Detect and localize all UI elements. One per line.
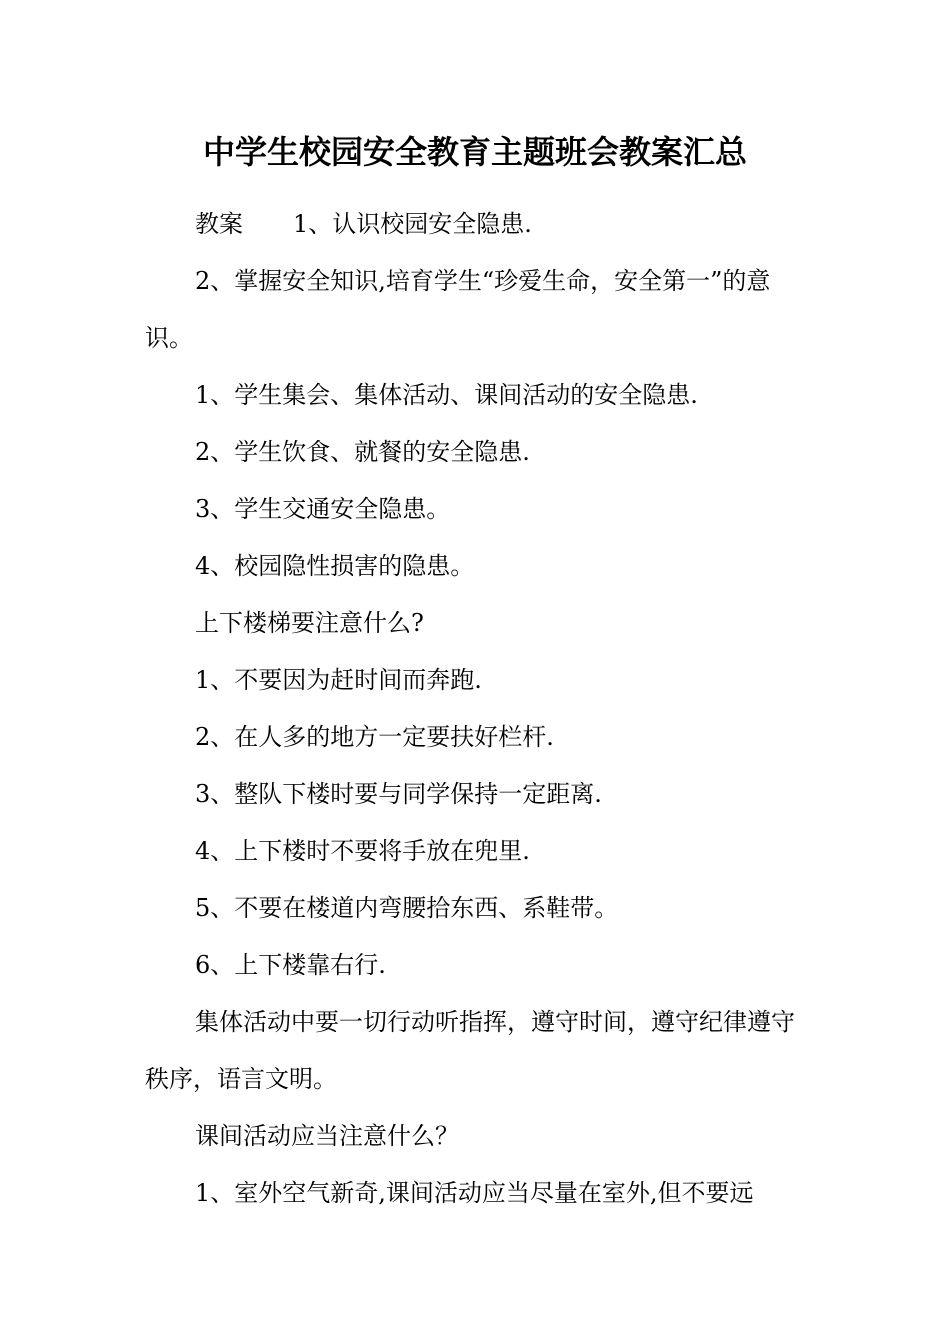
paragraph: 4、上下楼时不要将手放在兜里.: [195, 837, 530, 865]
paragraph: 2、在人多的地方一定要扶好栏杆.: [195, 723, 554, 751]
paragraph: 上下楼梯要注意什么?: [195, 609, 424, 637]
paragraph: 1、室外空气新奇,课间活动应当尽量在室外,但不要远: [195, 1179, 754, 1207]
lesson-plan-first-goal: 1、认识校园安全隐患.: [293, 210, 532, 238]
paragraph: 3、整队下楼时要与同学保持一定距离.: [195, 780, 602, 808]
lesson-plan-label: 教案: [195, 210, 243, 238]
document-body: [145, 196, 810, 1222]
paragraph: 6、上下楼靠右行.: [195, 951, 386, 979]
document-title: 中学生校园安全教育主题班会教案汇总: [202, 133, 747, 171]
paragraph: 集体活动中要一切行动听指挥，遵守时间，遵守纪律遵守秩序，语言文明。: [145, 1008, 795, 1093]
paragraph: 2、学生饮食、就餐的安全隐患.: [195, 438, 530, 466]
paragraph: 4、校园隐性损害的隐患。: [195, 552, 475, 580]
paragraph: 5、不要在楼道内弯腰拾东西、系鞋带。: [195, 894, 619, 922]
paragraph: 3、学生交通安全隐患。: [195, 495, 451, 523]
paragraph: 1、不要因为赶时间而奔跑.: [195, 666, 482, 694]
paragraph: 课间活动应当注意什么？: [195, 1122, 459, 1150]
paragraph: 2、掌握安全知识,培育学生“珍爱生命，安全第一”的意识。: [145, 267, 771, 352]
paragraph-lesson-plan: [145, 196, 810, 253]
paragraph: 1、学生集会、集体活动、课间活动的安全隐患.: [195, 381, 698, 409]
